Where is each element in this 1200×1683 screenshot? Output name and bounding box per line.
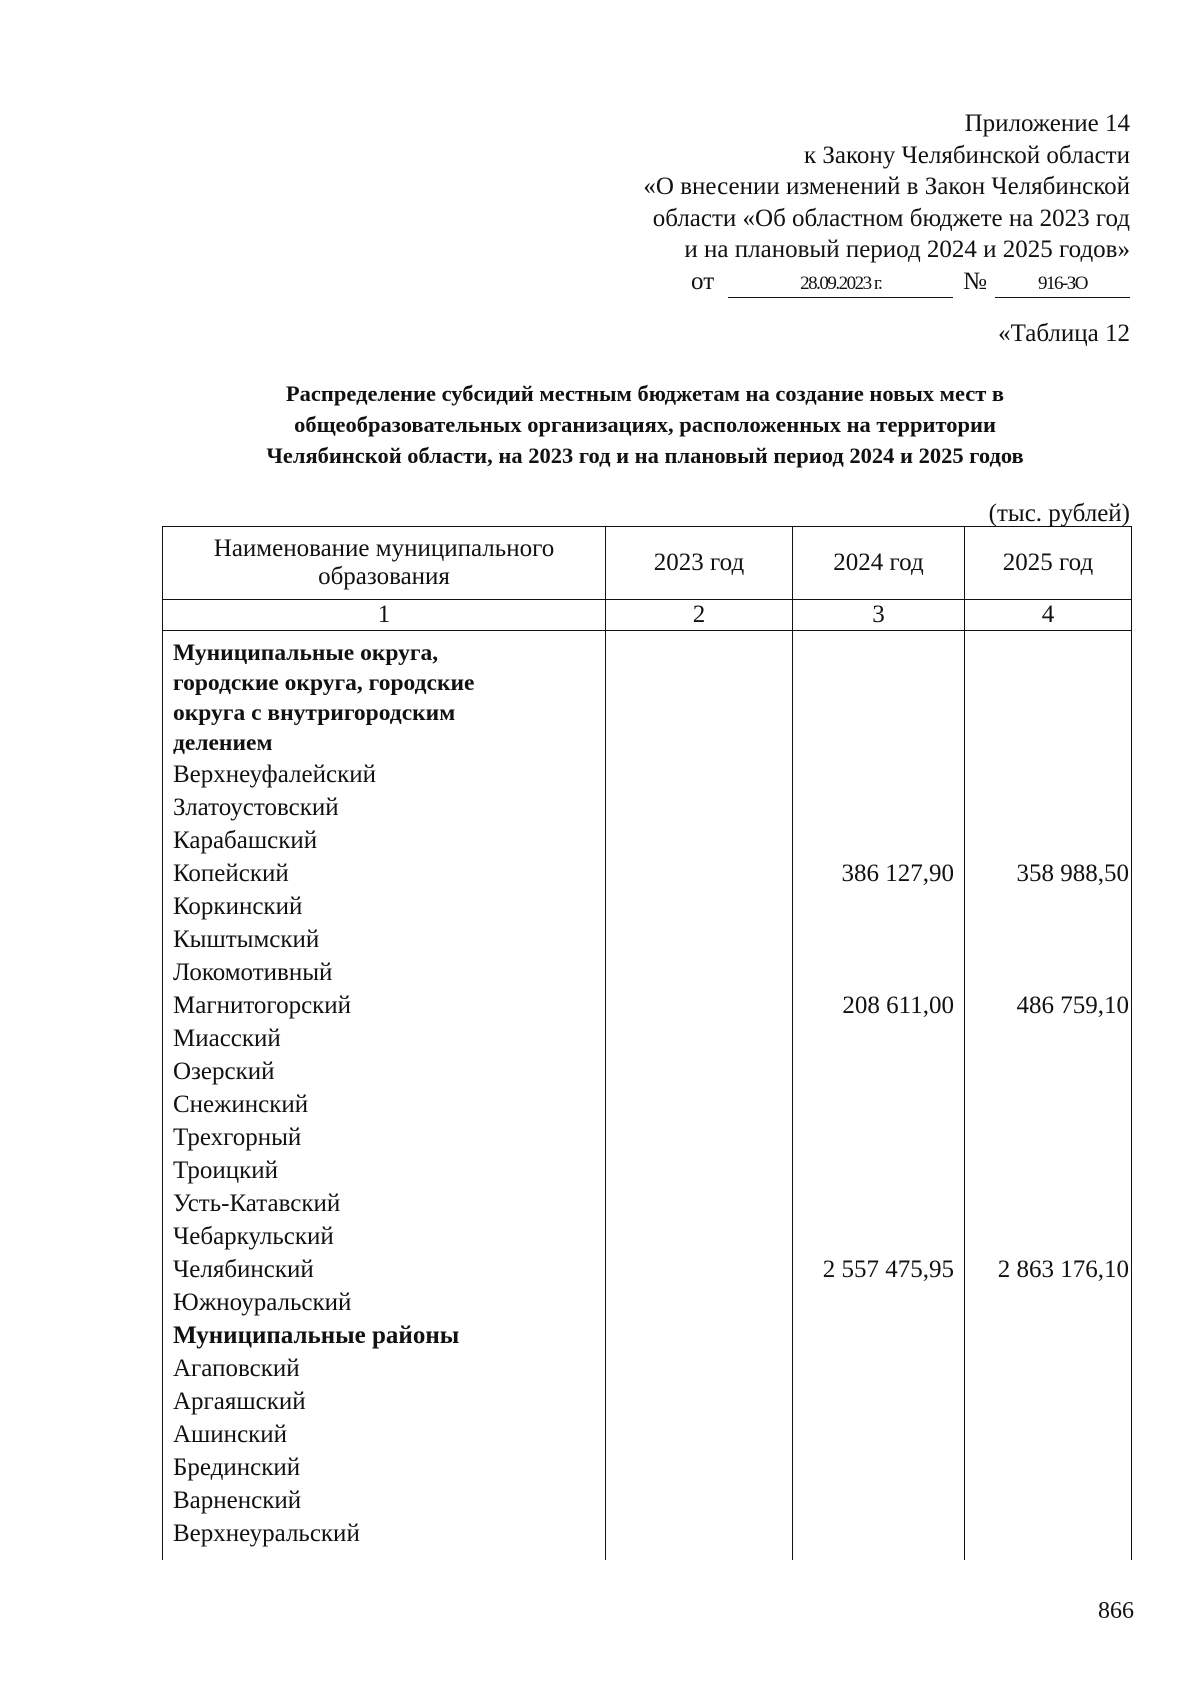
appendix-line: к Закону Челябинской области [804, 141, 1130, 169]
municipality-name: Ашинский [173, 1421, 288, 1448]
table-body-row [163, 631, 1132, 1561]
municipality-name: Миасский [173, 1025, 281, 1052]
appendix-line: «О внесении изменений в Закон Челябинской [643, 173, 1130, 200]
units-label: (тыс. рублей) [988, 500, 1130, 527]
value-2024: 208 611,00 [842, 992, 954, 1019]
municipality-name: Агаповский [173, 1355, 300, 1382]
page-number: 866 [1098, 1598, 1134, 1624]
value-2024 [793, 890, 954, 923]
value-2024: 386 127,90 [841, 860, 954, 887]
municipality-name: Карабашский [173, 827, 318, 854]
value-2024 [793, 758, 954, 791]
municipality-name: Чебаркульский [173, 1223, 334, 1250]
section-header: Муниципальные районы [173, 1322, 460, 1349]
municipality-name: Озерский [173, 1058, 275, 1085]
value-2025 [965, 1055, 1129, 1088]
column-number: 4 [965, 600, 1132, 631]
value-2025 [965, 1154, 1129, 1187]
value-2024 [793, 1154, 954, 1187]
values-2024-column [793, 631, 965, 1561]
table-header-row [163, 527, 1132, 600]
municipality-name: Верхнеуральский [173, 1520, 360, 1547]
value-2025 [965, 758, 1129, 791]
municipality-name: Снежинский [173, 1091, 309, 1118]
section-header: городские округа, городские [173, 670, 475, 696]
column-header-2024: 2024 год [793, 527, 965, 600]
municipality-name: Троицкий [173, 1157, 278, 1184]
value-2024 [793, 956, 954, 989]
value-2024 [793, 1187, 954, 1220]
subsidy-table [162, 526, 1132, 1560]
value-2025 [965, 1121, 1129, 1154]
value-2025: 486 759,10 [1016, 992, 1129, 1019]
value-2025 [965, 1088, 1129, 1121]
appendix-line: и на плановый период 2024 и 2025 годов» [684, 236, 1130, 263]
title-line: общеобразовательных организациях, расположенных на территории [294, 412, 996, 437]
value-2025 [965, 791, 1129, 824]
municipality-name: Магнитогорский [173, 992, 352, 1019]
municipality-name: Аргаяшский [173, 1388, 306, 1415]
municipality-name: Копейский [173, 860, 289, 887]
signature-line [570, 266, 1130, 298]
values-2023-column [606, 631, 793, 1561]
municipality-name: Усть-Катавский [173, 1190, 341, 1217]
column-number-row [163, 600, 1132, 631]
municipality-name: Златоустовский [173, 794, 339, 821]
law-date: 28.09.2023 г. [728, 271, 953, 298]
section-header: округа с внутригородским [173, 700, 456, 726]
value-2024 [793, 791, 954, 824]
municipality-name: Локомотивный [173, 959, 333, 986]
value-2025 [965, 956, 1129, 989]
value-2024: 2 557 475,95 [822, 1256, 954, 1283]
appendix-line: области «Об областном бюджете на 2023 год [652, 204, 1130, 232]
value-2025 [965, 890, 1129, 923]
column-header-2023: 2023 год [606, 527, 793, 600]
municipality-name: Верхнеуфалейский [173, 761, 376, 788]
value-2025 [965, 1220, 1129, 1253]
value-2024 [793, 1088, 954, 1121]
value-2024 [793, 1055, 954, 1088]
municipality-name: Брединский [173, 1454, 301, 1481]
document-title [170, 378, 1120, 471]
value-2025 [965, 1187, 1129, 1220]
municipality-name: Трехгорный [173, 1124, 302, 1151]
table-label: «Таблица 12 [998, 320, 1130, 347]
municipality-name: Кыштымский [173, 926, 320, 953]
column-number: 1 [163, 600, 606, 631]
section-header: делением [173, 730, 273, 756]
value-2024 [793, 1121, 954, 1154]
section-header: Муниципальные округа, [173, 640, 439, 666]
value-2025 [965, 824, 1129, 857]
names-column [163, 631, 606, 1561]
value-2025: 2 863 176,10 [997, 1256, 1129, 1283]
value-2025 [965, 1022, 1129, 1055]
municipality-name: Челябинский [173, 1256, 314, 1283]
law-number: 916-ЗО [995, 271, 1130, 298]
value-2024 [793, 1220, 954, 1253]
municipality-name: Коркинский [173, 893, 303, 920]
title-line: Челябинской области, на 2023 год и на плановый период 2024 и 2025 годов [266, 443, 1024, 468]
number-sign: № [963, 267, 987, 295]
column-header-name: Наименование муниципального образования [163, 527, 606, 600]
date-prefix: от [691, 267, 715, 295]
column-header-2025: 2025 год [965, 527, 1132, 600]
value-2024 [793, 824, 954, 857]
municipality-name: Варненский [173, 1487, 302, 1514]
column-number: 2 [606, 600, 793, 631]
value-2025 [965, 923, 1129, 956]
value-2025: 358 988,50 [1016, 860, 1129, 887]
title-line: Распределение субсидий местным бюджетам на создание новых мест в [285, 381, 1005, 406]
column-number: 3 [793, 600, 965, 631]
values-2025-column [965, 631, 1132, 1561]
value-2024 [793, 923, 954, 956]
appendix-line: Приложение 14 [964, 110, 1130, 137]
appendix-block [570, 108, 1130, 298]
municipality-name: Южноуральский [173, 1289, 352, 1316]
value-2024 [793, 1022, 954, 1055]
